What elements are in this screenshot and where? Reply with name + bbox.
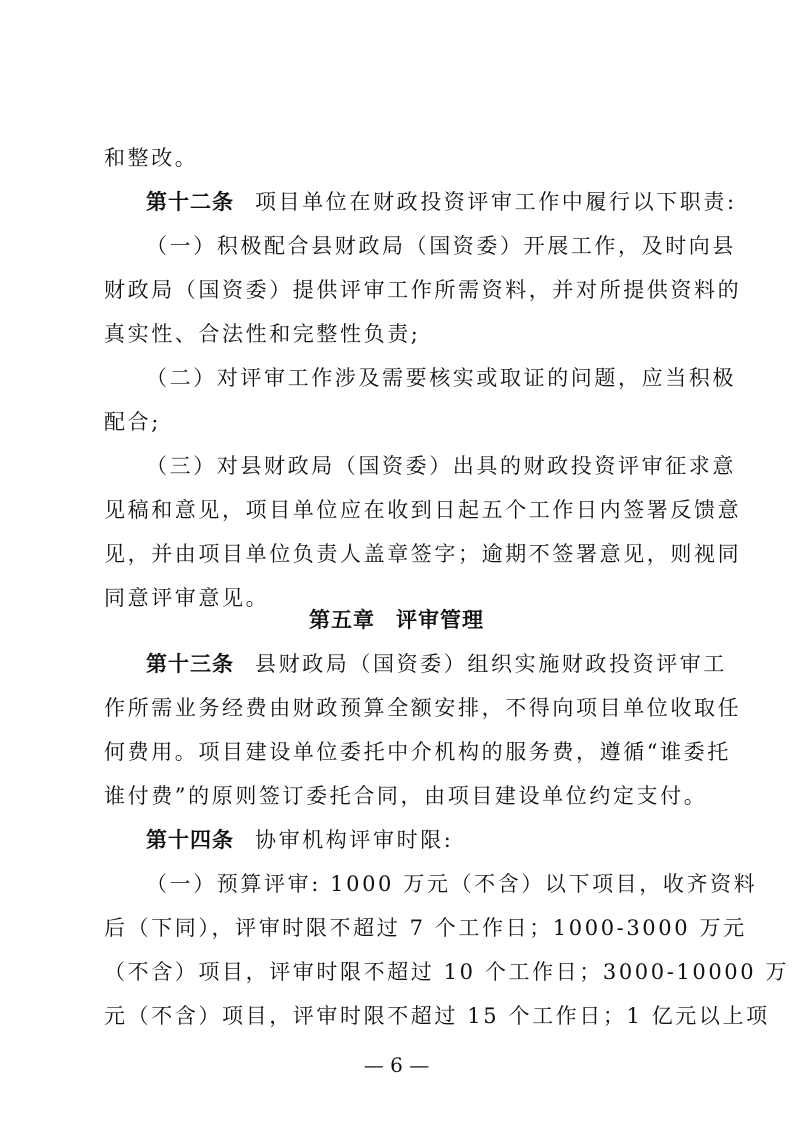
body-line: 配合; <box>104 410 161 434</box>
article-label: 第十二条 <box>146 190 234 214</box>
article-label: 第十三条 <box>146 652 234 676</box>
body-line: 真实性、合法性和完整性负责; <box>104 322 421 346</box>
body-line: 同意评审意见。 <box>104 586 270 610</box>
body-line: 何费用。项目建设单位委托中介机构的服务费，遵循“谁委托 <box>104 740 731 764</box>
article-12-line: 第十二条 项目单位在财政投资评审工作中履行以下职责: <box>146 190 737 214</box>
chapter-heading <box>0 598 793 642</box>
article-label: 第十四条 <box>146 828 234 852</box>
body-line: 作所需业务经费由财政预算全额安排，不得向项目单位收取任 <box>104 696 742 720</box>
chapter-number: 第五章 <box>309 608 375 632</box>
page-number: — 6 — <box>363 1053 430 1077</box>
body-line: （一）积极配合县财政局（国资委）开展工作，及时向县 <box>146 234 736 258</box>
article-13-line: 第十三条 县财政局（国资委）组织实施财政投资评审工 <box>146 652 727 676</box>
body-line: 谁付费”的原则签订委托合同，由项目建设单位约定支付。 <box>104 784 708 808</box>
body-line: 后（下同），评审时限不超过 7 个工作日；1000-3000 万元 <box>104 916 747 940</box>
body-line: 财政局（国资委）提供评审工作所需资料，并对所提供资料的 <box>104 278 742 302</box>
article-14-line: 第十四条 协审机构评审时限: <box>146 828 454 852</box>
body-line: （一）预算评审: 1000 万元（不含）以下项目，收齐资料 <box>146 872 758 896</box>
body-line: 和整改。 <box>104 146 199 170</box>
body-line: （三）对县财政局（国资委）出具的财政投资评审征求意 <box>146 454 736 478</box>
body-line: 见，并由项目单位负责人盖章签字；逾期不签署意见，则视同 <box>104 542 742 566</box>
body-line: 元（不含）项目，评审时限不超过 15 个工作日；1 亿元以上项 <box>104 1004 770 1028</box>
body-line: （二）对评审工作涉及需要核实或取证的问题，应当积极 <box>146 366 736 390</box>
body-line: （不含）项目，评审时限不超过 10 个工作日；3000-10000 万 <box>104 960 790 984</box>
chapter-title: 评审管理 <box>396 608 484 632</box>
body-line: 见稿和意见，项目单位应在收到日起五个工作日内签署反馈意 <box>104 498 742 522</box>
